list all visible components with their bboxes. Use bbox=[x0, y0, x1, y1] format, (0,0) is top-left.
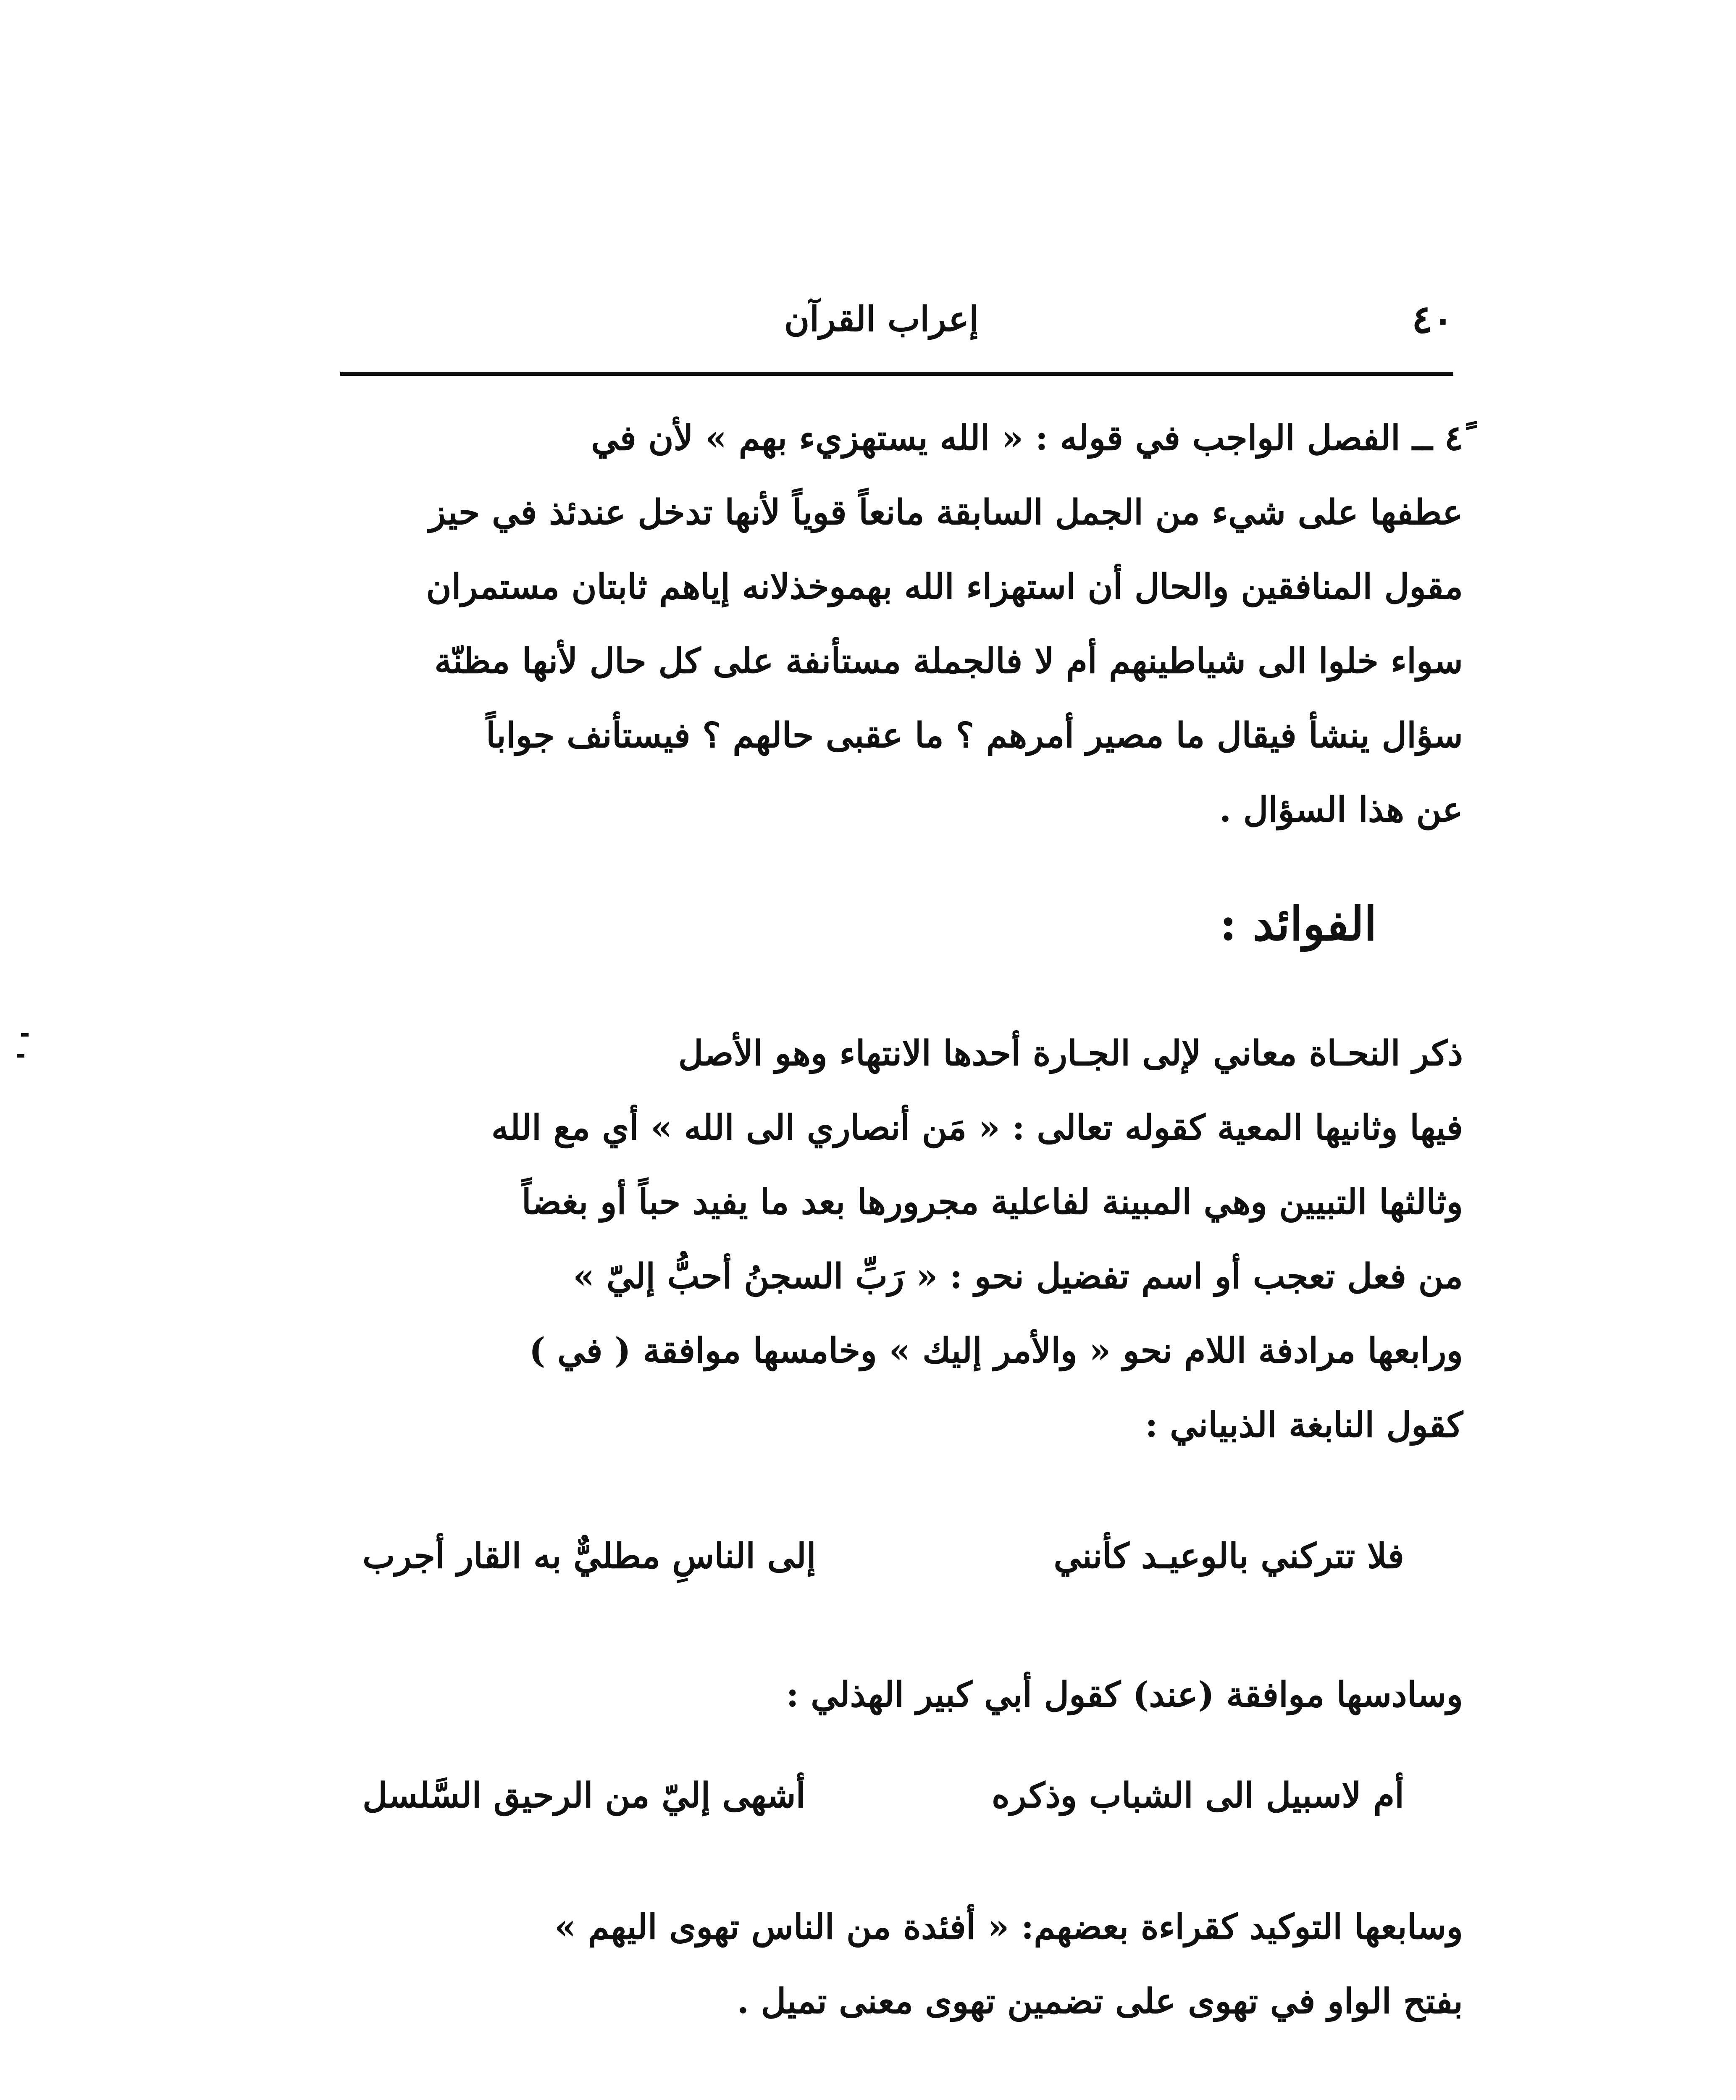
page-number: ٤٠ bbox=[1412, 297, 1453, 342]
benefits-intro: ذكر النحـاة معاني لإلى الجـارة أحدها الانتهاء وهو الأصل فيها وثانيها المعية كقوله تعالى : « مَن أنصاري الى الله » أي مع الله وثالثها التبيين وهي المبينة لفاعلية مجرورها بعد ما يفيد حباً أو بغضاً من فعل تعجب أو اسم تفضيل نحو : « رَبِّ السجنُ أحبُّ إليّ » ورابعها مرادفة اللام نحو « والأمر إليك » وخامسها موافقة ( في ) كقول النابغة الذبياني : bbox=[491, 1033, 1463, 1445]
section-four-text: ٤ً ــ الفصل الواجب في قوله : « الله يستهزيء بهم » لأن في عطفها على شيء من الجمل السابقة مانعاً قوياً لأنها تدخل عندئذ في حيز مقول المنافقين والحال أن استهزاء الله بهموخذلانه إياهم ثابتان مستمران سواء خلوا الى شياطينهم أم لا فالجملة مستأنفة على كل حال لأنها مظنّة سؤال ينشأ فيقال ما مصير أمرهم ؟ ما عقبى حالهم ؟ فيستأنف جواباً عن هذا السؤال . bbox=[426, 418, 1463, 830]
verse-one-first-half: فلا تتركني بالوعيـد كأنني bbox=[1053, 1536, 1404, 1576]
verse-two-introduction: وسادسها موافقة (عند) كقول أبي كبير الهذلي : bbox=[786, 1675, 1463, 1715]
poetry-verse-two bbox=[245, 1764, 1463, 1827]
closing-text: وسابعها التوكيد كقراءة بعضهم: « أفئدة من الناس تهوى اليهم » بفتح الواو في تهوى على تضمين تهوى معنى تميل . bbox=[554, 1907, 1463, 2021]
verse-one-second-half: إلى الناسِ مطليٌّ به القار أجرب bbox=[362, 1536, 816, 1576]
margin-scan-mark bbox=[17, 1054, 24, 1058]
header-rule bbox=[340, 372, 1453, 376]
margin-scan-mark bbox=[21, 1033, 29, 1037]
verse-two-second-half: أشهى إليّ من الرحيق السَّلسل bbox=[362, 1775, 806, 1816]
verse-two-first-half: أم لاسبيل الى الشباب وذكره bbox=[991, 1775, 1404, 1816]
page-header bbox=[340, 294, 1453, 374]
benefits-heading: الفوائد : bbox=[1219, 897, 1377, 951]
book-title: إعراب القرآن bbox=[784, 299, 979, 339]
poetry-verse-one bbox=[245, 1525, 1463, 1588]
